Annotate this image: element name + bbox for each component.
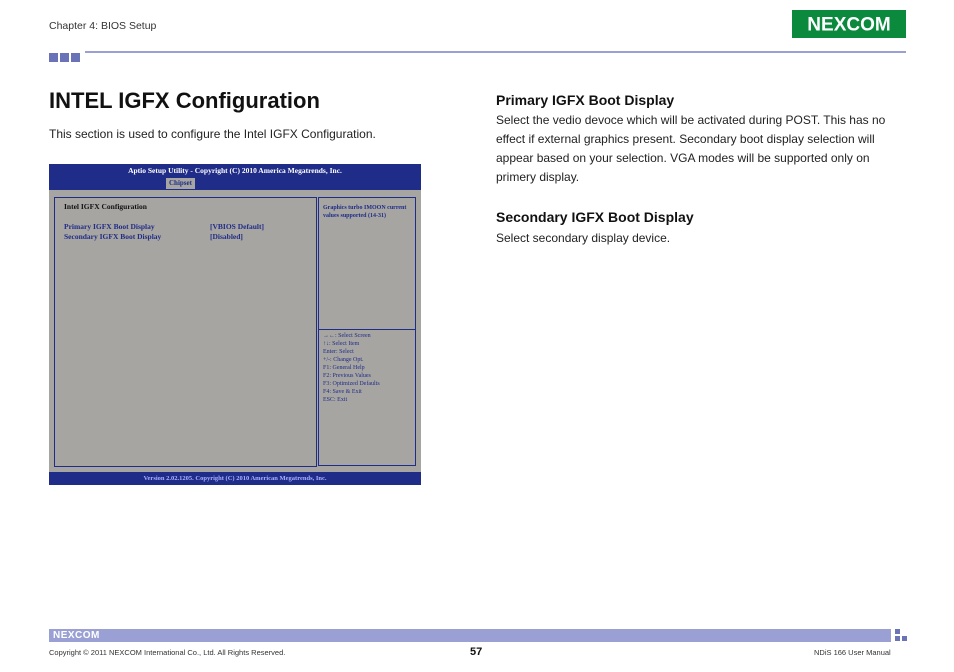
- chapter-label: Chapter 4: BIOS Setup: [49, 20, 157, 32]
- secondary-igfx-heading: Secondary IGFX Boot Display: [496, 209, 694, 225]
- bios-version-footer: Version 2.02.1205. Copyright (C) 2010 American Megatrends, Inc.: [49, 472, 421, 485]
- bios-key-select-item: ↑↓: Select Item: [323, 341, 360, 347]
- page-number: 57: [470, 646, 483, 658]
- primary-igfx-description: Select the vedio devoce which will be activated during POST. This has no effect if external graphics present. Secondary boot display selection will appear based on your selection. VGA modes will be supported only on primery display.: [496, 113, 886, 184]
- secondary-igfx-description: Select secondary display device.: [496, 231, 671, 245]
- bios-item-secondary-igfx-label[interactable]: Secondary IGFX Boot Display: [64, 232, 162, 241]
- copyright-text: Copyright © 2011 NEXCOM International Co., Ltd. All Rights Reserved.: [49, 648, 286, 657]
- manual-name: NDiS 166 User Manual: [814, 648, 891, 657]
- nexcom-logo: [792, 10, 906, 38]
- primary-igfx-heading: Primary IGFX Boot Display: [496, 92, 675, 108]
- footer-squares-decoration: [895, 629, 907, 642]
- bios-item-primary-igfx-value[interactable]: [VBIOS Default]: [210, 222, 264, 231]
- bios-help-text: Graphics turbo IMOON current values supported (14-31): [323, 205, 407, 219]
- header-squares-decoration: [49, 49, 82, 67]
- footer-bar: [49, 629, 891, 642]
- header-divider: [85, 51, 906, 53]
- bios-key-legend: [323, 332, 380, 404]
- bios-key-enter: Enter: Select: [323, 349, 354, 355]
- bios-key-save-exit: F4: Save & Exit: [323, 389, 362, 395]
- bios-title-bar: Aptio Setup Utility - Copyright (C) 2010 America Megatrends, Inc.: [49, 164, 421, 177]
- nexcom-logo-text: NEXCOM: [807, 14, 891, 36]
- footer-nexcom-logo: NEXCOM: [53, 630, 100, 641]
- bios-menu-title: Intel IGFX Configuration: [64, 202, 147, 211]
- bios-tab-chipset[interactable]: Chipset: [166, 178, 195, 189]
- bios-tab-bar: [49, 177, 421, 190]
- bios-key-previous-values: F2: Previous Values: [323, 373, 371, 379]
- bios-screen: [49, 164, 421, 485]
- bios-key-esc-exit: ESC: Exit: [323, 397, 348, 403]
- bios-key-select-screen: →←: Select Screen: [323, 333, 371, 339]
- bios-key-optimized-defaults: F3: Optimized Defaults: [323, 381, 380, 387]
- bios-item-primary-igfx-label[interactable]: Primary IGFX Boot Display: [64, 222, 155, 231]
- page-title: INTEL IGFX Configuration: [49, 88, 320, 113]
- bios-key-change-opt: +/-: Change Opt.: [323, 357, 364, 363]
- bios-item-secondary-igfx-value[interactable]: [Disabled]: [210, 232, 243, 241]
- page-intro: This section is used to configure the Intel IGFX Configuration.: [49, 127, 376, 141]
- bios-key-general-help: F1: General Help: [323, 365, 365, 371]
